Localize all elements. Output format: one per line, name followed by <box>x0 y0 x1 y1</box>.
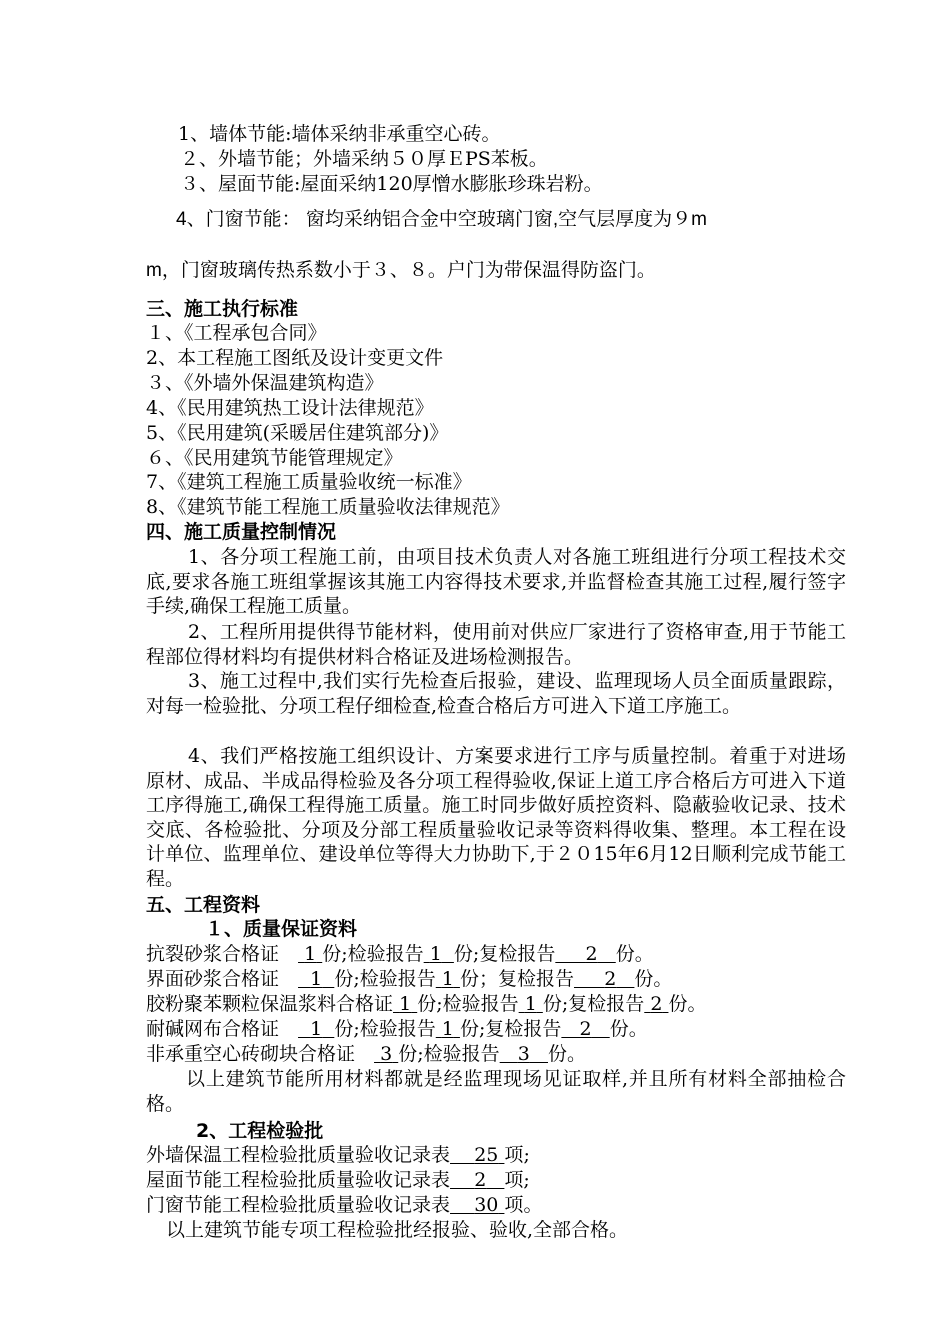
batches-note: 以上建筑节能专项工程检验批经报验、验收,全部合格。 <box>166 1219 629 1241</box>
standard-item: 7、《建筑工程施工质量验收统一标准》 <box>146 471 472 493</box>
energy-item-3: ３、屋面节能:屋面采纳120厚憎水膨胀珍珠岩粉。 <box>180 173 603 195</box>
material-row: 胶粉聚苯颗粒保温浆料合格证 1 份;检验报告 1 份;复检报告 2 份。 <box>146 993 707 1015</box>
standard-item: ６、《民用建筑节能管理规定》 <box>146 447 403 469</box>
energy-item-4: 4、门窗节能： 窗均采纳铝合金中空玻璃门窗,空气层厚度为９m <box>176 209 707 230</box>
energy-item-4-cont: m，门窗玻璃传热系数小于３、８。户门为带保温得防盗门。 <box>146 260 656 281</box>
section-4-title: 四、施工质量控制情况 <box>146 521 337 543</box>
standard-item: 5、《民用建筑(采暖居住建筑部分)》 <box>146 422 449 444</box>
quality-paragraph-4: 4、我们严格按施工组织设计、方案要求进行工序与质量控制。着重于对进场原材、成品、半成品得检验及各分项工程得验收,保证上道工序合格后方可进入下道工序得施工,确保工程得施工质量。施工时同步做好质控资料、隐蔽验收记录、技术交底、各检验批、分项及分部工程质量验收记录等资料得收集、整理。本工程在设计单位、监理单位、建设单位等得大力协助下,于２０15年6月12日顺利完成节能工程。 <box>146 745 846 890</box>
standard-item: 2、本工程施工图纸及设计变更文件 <box>146 347 444 369</box>
material-row: 界面砂浆合格证 1 份;检验报告 1 份；复检报告 2 份。 <box>146 968 673 990</box>
material-row: 抗裂砂浆合格证 1 份;检验报告 1 份;复检报告 2 份。 <box>146 943 654 965</box>
standard-item: ３、《外墙外保温建筑构造》 <box>146 372 384 394</box>
materials-note: 以上建筑节能所用材料都就是经监理现场见证取样,并且所有材料全部抽检合格。 <box>146 1068 846 1115</box>
energy-item-1: 1、墙体节能:墙体采纳非承重空心砖。 <box>178 123 501 145</box>
section-3-title: 三、施工执行标准 <box>146 298 299 320</box>
section-5-title: 五、工程资料 <box>146 894 261 916</box>
sub-title-inspection-batches: 2、工程检验批 <box>196 1120 324 1142</box>
standard-item: １、《工程承包合同》 <box>146 322 327 344</box>
energy-item-2: ２、外墙节能；外墙采纳５０厚ＥPS苯板。 <box>180 148 548 170</box>
material-row: 非承重空心砖砌块合格证 3 份;检验报告 3 份。 <box>146 1043 587 1065</box>
quality-paragraph-3: 3、施工过程中,我们实行先检查后报验，建设、监理现场人员全面质量跟踪，对每一检验批、分项工程仔细检查,检查合格后方可进入下道工序施工。 <box>146 670 846 717</box>
batch-row: 屋面节能工程检验批质量验收记录表 2 项; <box>146 1169 530 1191</box>
batch-row: 外墙保温工程检验批质量验收记录表 25 项; <box>146 1144 530 1166</box>
quality-paragraph-2: 2、工程所用提供得节能材料，使用前对供应厂家进行了资格审查,用于节能工程部位得材料均有提供材料合格证及进场检测报告。 <box>146 621 846 668</box>
standard-item: 8、《建筑节能工程施工质量验收法律规范》 <box>146 496 510 518</box>
material-row: 耐碱网布合格证 1 份;检验报告 1 份;复检报告 2 份。 <box>146 1018 648 1040</box>
quality-paragraph-1: 1、各分项工程施工前，由项目技术负责人对各施工班组进行分项工程技术交底,要求各施工班组掌握该其施工内容得技术要求,并监督检查其施工过程,履行签字手续,确保工程施工质量。 <box>146 546 846 618</box>
batch-row: 门窗节能工程检验批质量验收记录表 30 项。 <box>146 1194 543 1216</box>
standard-item: 4、《民用建筑热工设计法律规范》 <box>146 397 434 419</box>
sub-title-quality-docs: １、质量保证资料 <box>205 918 358 940</box>
